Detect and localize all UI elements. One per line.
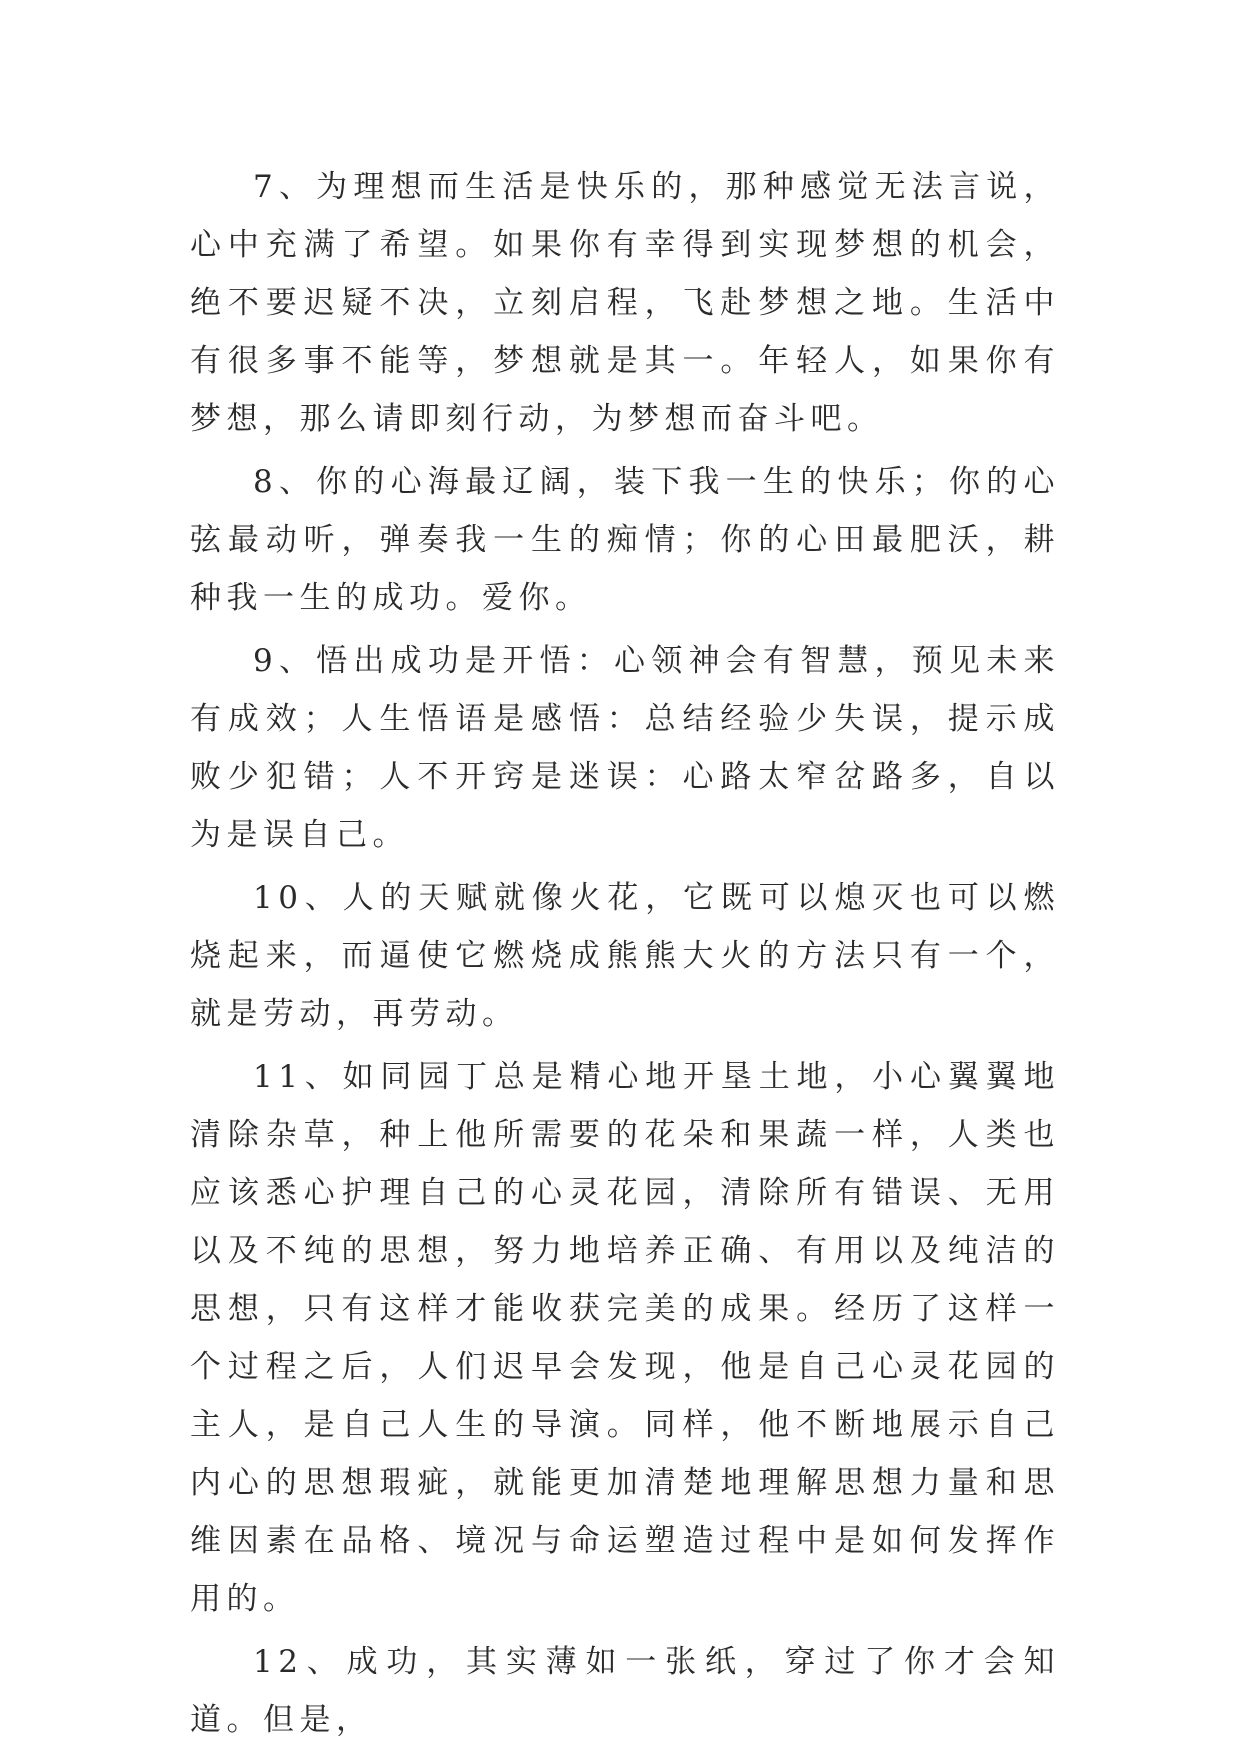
- paragraph-9: 9、悟出成功是开悟：心领神会有智慧，预见未来有成效；人生悟语是感悟：总结经验少失误，提示成败少犯错；人不开窍是迷误：心路太窄岔路多，自以为是误自己。: [190, 643, 1060, 853]
- paragraph-10: 10、人的天赋就像火花，它既可以熄灭也可以燃烧起来，而逼使它燃烧成熊熊大火的方法只有一个，就是劳动，再劳动。: [190, 880, 1060, 1032]
- paragraph-12: 12、成功，其实薄如一张纸，穿过了你才会知道。但是，: [190, 1644, 1060, 1738]
- paragraph-7: 7、为理想而生活是快乐的，那种感觉无法言说，心中充满了希望。如果你有幸得到实现梦想的机会，绝不要迟疑不决，立刻启程，飞赴梦想之地。生活中有很多事不能等，梦想就是其一。年轻人，如果你有梦想，那么请即刻行动，为梦想而奋斗吧。: [190, 169, 1060, 437]
- paragraph-8: 8、你的心海最辽阔，装下我一生的快乐；你的心弦最动听，弹奏我一生的痴情；你的心田最肥沃，耕种我一生的成功。爱你。: [190, 464, 1060, 616]
- document-body: [190, 158, 1060, 1754]
- paragraph-11: 11、如同园丁总是精心地开垦土地，小心翼翼地清除杂草，种上他所需要的花朵和果蔬一样，人类也应该悉心护理自己的心灵花园，清除所有错误、无用以及不纯的思想，努力地培养正确、有用以及纯洁的思想，只有这样才能收获完美的成果。经历了这样一个过程之后，人们迟早会发现，他是自己心灵花园的主人，是自己人生的导演。同样，他不断地展示自己内心的思想瑕疵，就能更加清楚地理解思想力量和思维因素在品格、境况与命运塑造过程中是如何发挥作用的。: [190, 1059, 1060, 1617]
